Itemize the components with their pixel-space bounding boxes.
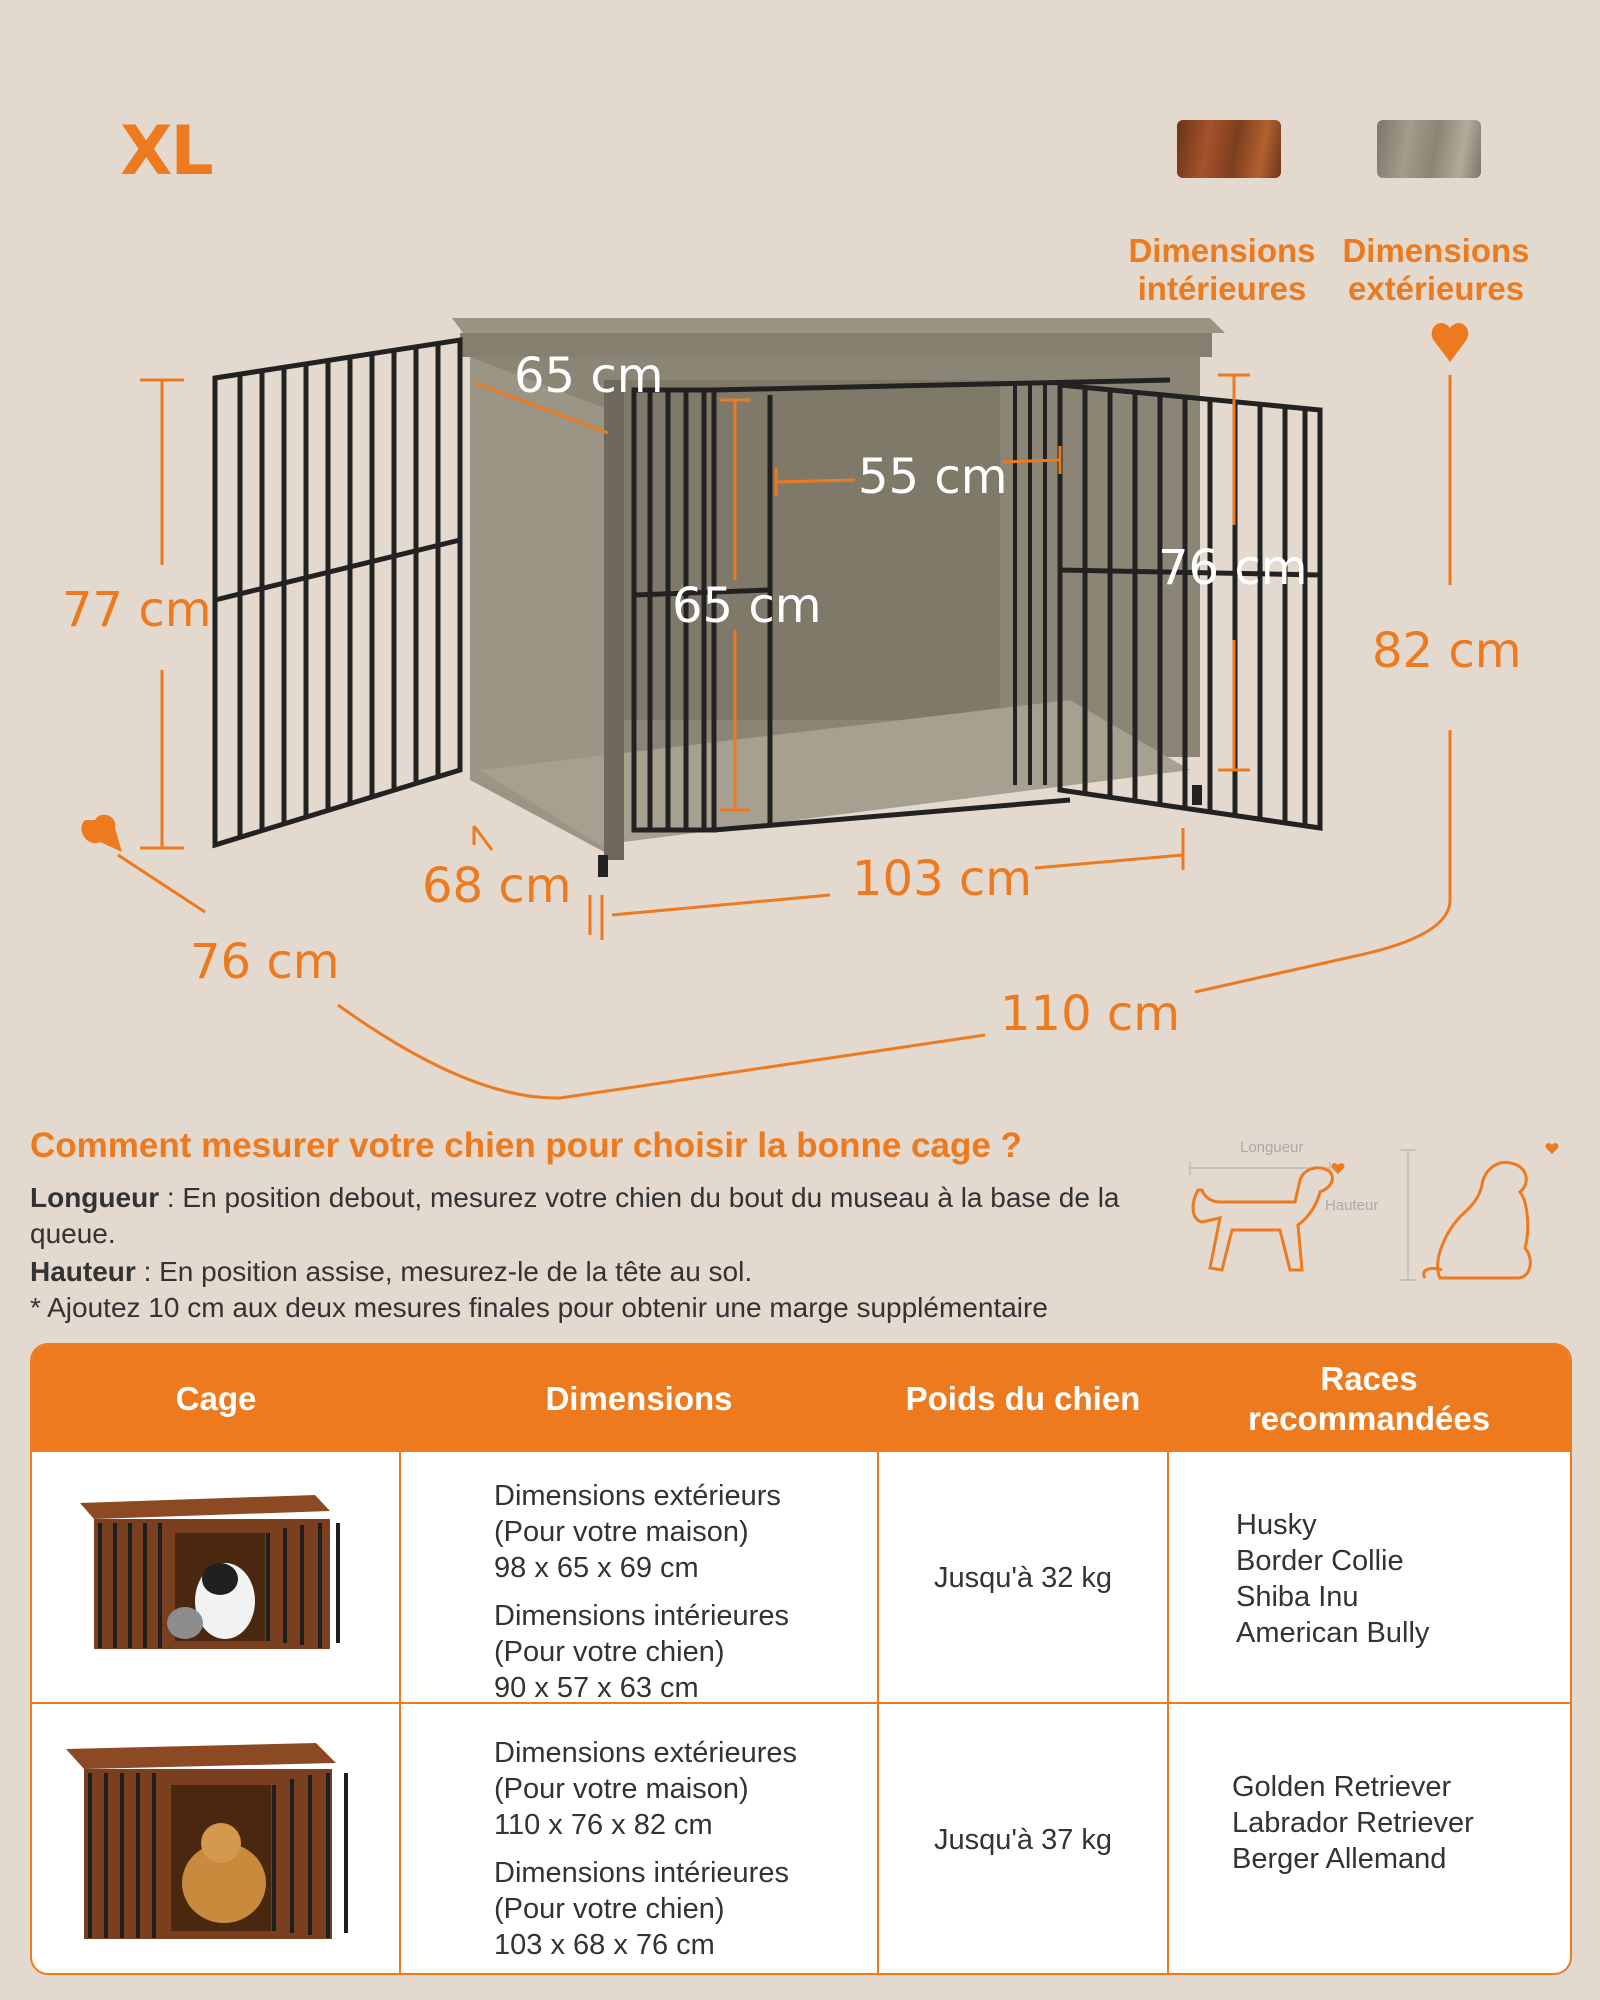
breed-item: Golden Retriever [1232, 1771, 1452, 1803]
row2-ext-value: 110 x 76 x 82 cm [494, 1809, 713, 1841]
row1-ext-title: Dimensions extérieurs [494, 1480, 781, 1512]
table-divider [399, 1345, 401, 1973]
height-text: : En position assise, mesurez-le de la tête au sol. [135, 1256, 753, 1287]
dog-measure-icons [1180, 1130, 1560, 1290]
height-label: Hauteur [30, 1256, 136, 1287]
icon-height-label: Hauteur [1325, 1197, 1379, 1214]
length-text: : En position debout, mesurez votre chien du bout du museau à la base de la queue. [30, 1182, 1120, 1249]
row2-breeds [1232, 1769, 1566, 1877]
dim-exterior-width: 110 cm [1000, 986, 1181, 1042]
row1-breeds [1236, 1507, 1566, 1651]
row2-ext-sub: (Pour votre maison) [494, 1773, 749, 1805]
guide-height-instruction [30, 1254, 1180, 1290]
guide-length-instruction [30, 1180, 1160, 1252]
dim-interior-height: 77 cm [62, 582, 212, 638]
row1-dimensions [494, 1478, 874, 1706]
row1-ext-value: 98 x 65 x 69 cm [494, 1552, 699, 1584]
breed-item: American Bully [1236, 1617, 1430, 1649]
left-door [215, 340, 460, 845]
breed-item: Husky [1236, 1509, 1317, 1541]
breed-item: Berger Allemand [1232, 1843, 1447, 1875]
dim-exterior-height: 82 cm [1372, 623, 1522, 679]
dim-interior-depth: 65 cm [514, 348, 664, 404]
breed-item: Border Collie [1236, 1545, 1404, 1577]
legend-exterior-label: Dimensions extérieures [1342, 232, 1530, 307]
dim-interior-side-height: 76 cm [1158, 540, 1308, 596]
dim-exterior-depth: 76 cm [190, 934, 340, 990]
dim-interior-width: 103 cm [852, 851, 1033, 907]
guide-note: * Ajoutez 10 cm aux deux mesures finales pour obtenir une marge supplémentaire [30, 1292, 1048, 1323]
table-header-cage: Cage [175, 1379, 257, 1417]
table-header-weight: Poids du chien [905, 1379, 1141, 1417]
row2-int-title: Dimensions intérieures [494, 1857, 789, 1889]
guide-heading: Comment mesurer votre chien pour choisir la bonne cage ? [30, 1126, 1022, 1165]
table-header-breeds: Races recommandées [1247, 1359, 1491, 1437]
dim-interior-door-height: 65 cm [672, 578, 822, 634]
row2-dimensions [494, 1735, 874, 1963]
dim-interior-depth-base: 68 cm [422, 858, 572, 914]
length-label: Longueur [30, 1182, 160, 1213]
dim-interior-door-width: 55 cm [858, 449, 1008, 505]
row2-ext-title: Dimensions extérieures [494, 1737, 798, 1769]
row1-int-value: 90 x 57 x 63 cm [494, 1672, 699, 1704]
breed-item: Shiba Inu [1236, 1581, 1359, 1613]
row1-ext-sub: (Pour votre maison) [494, 1516, 749, 1548]
table-divider [1167, 1345, 1169, 1973]
row1-weight: Jusqu'à 32 kg [933, 1562, 1113, 1594]
legend-interior-label: Dimensions intérieures [1128, 232, 1316, 307]
size-table [30, 1343, 1572, 1975]
row2-int-value: 103 x 68 x 76 cm [494, 1929, 715, 1961]
cage-thumbnail-rustic-large [56, 1733, 376, 1953]
row2-int-sub: (Pour votre chien) [494, 1893, 725, 1925]
breed-item: Labrador Retriever [1232, 1807, 1474, 1839]
size-label: XL [120, 112, 212, 191]
row1-int-sub: (Pour votre chien) [494, 1636, 725, 1668]
cage-thumbnail-rustic-small [70, 1483, 370, 1663]
row1-int-title: Dimensions intérieures [494, 1600, 789, 1632]
table-header-dimensions: Dimensions [545, 1379, 733, 1417]
row2-weight: Jusqu'à 37 kg [933, 1823, 1113, 1856]
icon-length-label: Longueur [1240, 1139, 1304, 1156]
